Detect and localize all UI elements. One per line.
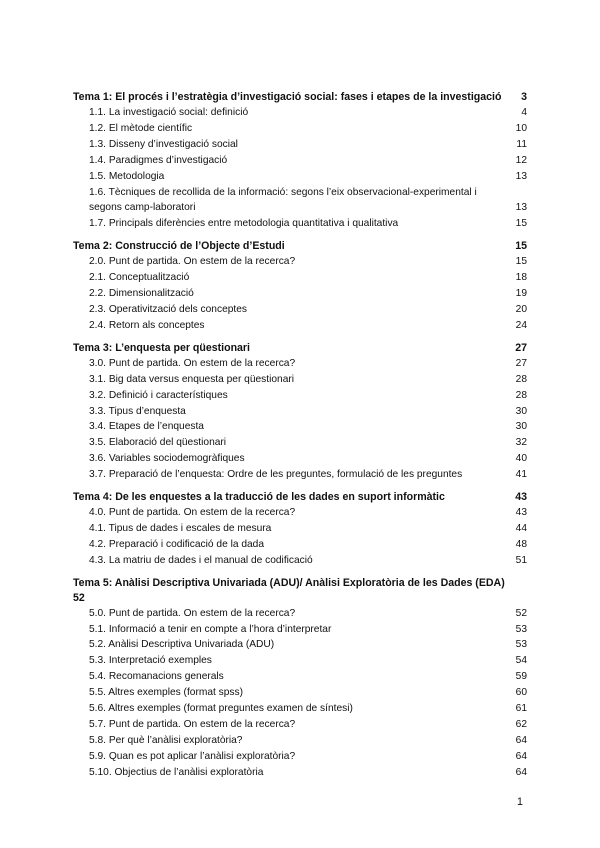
toc-entry-page: 64 — [515, 734, 527, 746]
toc-section-title: Tema 5: Anàlisi Descriptiva Univariada (ADU)/ Anàlisi Exploratòria de les Dades (EDA) — [73, 576, 505, 589]
toc-entry[interactable] — [73, 749, 527, 765]
toc-entry[interactable] — [73, 669, 527, 685]
toc-section-page: 43 — [515, 491, 527, 504]
toc-entry-page: 53 — [515, 623, 527, 635]
toc-entry[interactable] — [73, 505, 527, 521]
toc-entry-page: 10 — [515, 122, 527, 134]
toc-entry-page: 54 — [515, 655, 527, 667]
toc-section-title: Tema 1: El procés i l’estratègia d’investigació social: fases i etapes de la investigació — [73, 91, 502, 103]
toc-entry[interactable] — [73, 419, 527, 435]
toc-entry-page: 15 — [515, 256, 527, 268]
toc-entry-title: 1.2. El mètode científic — [89, 122, 193, 134]
toc-entry[interactable] — [73, 356, 527, 372]
toc-entry-title: 1.4. Paradigmes d’investigació — [89, 154, 228, 166]
toc-entry[interactable] — [73, 254, 527, 270]
toc-entry-page: 15 — [515, 218, 527, 230]
toc-section-heading[interactable] — [73, 576, 527, 591]
toc-entry-page: 60 — [515, 687, 527, 699]
toc-entry-title: 1.5. Metodologia — [89, 170, 165, 182]
toc-entry-title: 1.6. Tècniques de recollida de la informació: segons l’eix observacional-experimental i segons camp-laboratori — [89, 186, 477, 214]
toc-entry-page: 61 — [515, 703, 527, 715]
toc-entry-page: 53 — [515, 639, 527, 651]
toc-entry-page: 11 — [516, 138, 527, 150]
toc-entry-title: 5.6. Altres exemples (format preguntes examen de síntesi) — [89, 703, 353, 715]
toc-entry[interactable] — [73, 521, 527, 537]
toc-entry-page: 44 — [515, 522, 527, 534]
toc-entry[interactable] — [73, 169, 527, 185]
toc-entry-title: 1.3. Disseny d’investigació social — [89, 138, 238, 150]
toc-entry-title: 4.3. La matriu de dades i el manual de codificació — [89, 554, 313, 566]
toc-entry[interactable] — [73, 286, 527, 302]
toc-entry[interactable] — [73, 153, 527, 169]
toc-entry-title: 5.0. Punt de partida. On estem de la recerca? — [89, 607, 296, 619]
toc-entry-page: 13 — [515, 202, 527, 214]
toc-entry[interactable] — [73, 733, 527, 749]
toc-entry-page: 27 — [515, 357, 527, 369]
toc-entry-title: 2.1. Conceptualització — [89, 272, 190, 284]
toc-entry-title: 5.5. Altres exemples (format spss) — [89, 687, 243, 699]
toc-section-title: Tema 3: L’enquesta per qüestionari — [73, 341, 250, 354]
toc-entry-page: 32 — [515, 437, 527, 449]
toc-entry-title: 5.8. Per què l’anàlisi exploratòria? — [89, 734, 243, 746]
toc-entry[interactable] — [73, 435, 527, 451]
toc-entry[interactable] — [73, 185, 527, 217]
toc-entry[interactable] — [73, 388, 527, 404]
toc-entry[interactable] — [73, 717, 527, 733]
toc-entry-title: 3.3. Tipus d’enquesta — [89, 405, 186, 417]
toc-section-heading[interactable] — [73, 490, 527, 505]
toc-entry[interactable] — [73, 105, 527, 121]
toc-entry[interactable] — [73, 270, 527, 286]
toc-entry[interactable] — [73, 606, 527, 622]
toc-entry-title: 3.4. Etapes de l’enquesta — [89, 421, 204, 433]
toc-entry[interactable] — [73, 637, 527, 653]
toc-entry-page: 12 — [515, 154, 527, 166]
toc-entry-title: 2.4. Retorn als conceptes — [89, 319, 205, 331]
toc-entry-title: 3.5. Elaboració del qüestionari — [89, 437, 227, 449]
toc-entry-page: 24 — [515, 319, 527, 331]
table-of-contents — [73, 90, 527, 781]
toc-entry-title: 4.0. Punt de partida. On estem de la recerca? — [89, 507, 296, 519]
toc-entry[interactable] — [73, 653, 527, 669]
toc-entry-title: 3.2. Definició i característiques — [89, 389, 228, 401]
toc-entry-title: 2.2. Dimensionalització — [89, 288, 194, 300]
toc-entry-page: 43 — [515, 507, 527, 519]
toc-entry-page: 64 — [515, 766, 527, 778]
toc-section-page: 27 — [515, 341, 527, 354]
toc-entry-title: 5.2. Anàlisi Descriptiva Univariada (ADU) — [89, 639, 275, 651]
toc-entry-page: 41 — [515, 469, 527, 481]
page-number: 1 — [517, 796, 523, 808]
toc-entry-page: 51 — [515, 554, 527, 566]
toc-entry-page: 59 — [515, 671, 527, 683]
toc-entry[interactable] — [73, 302, 527, 318]
toc-entry-title: 5.4. Recomanacions generals — [89, 671, 224, 683]
toc-entry[interactable] — [73, 318, 527, 334]
toc-section-heading[interactable] — [73, 239, 527, 254]
toc-entry-title: 4.1. Tipus de dades i escales de mesura — [89, 522, 272, 534]
toc-section-title: Tema 4: De les enquestes a la traducció de les dades en suport informàtic — [73, 491, 445, 504]
toc-entry-title: 5.1. Informació a tenir en compte a l’hora d’interpretar — [89, 623, 332, 635]
toc-entry[interactable] — [73, 404, 527, 420]
toc-entry-title: 1.1. La investigació social: definició — [89, 107, 249, 118]
toc-entry[interactable] — [73, 121, 527, 137]
toc-entry-title: 5.7. Punt de partida. On estem de la recerca? — [89, 719, 296, 730]
toc-entry-title: 5.9. Quan es pot aplicar l’anàlisi exploratòria? — [89, 750, 296, 762]
toc-section-page: 52 — [73, 591, 85, 604]
toc-entry-page: 30 — [515, 405, 527, 417]
toc-entry-title: 2.0. Punt de partida. On estem de la recerca? — [89, 256, 296, 268]
toc-entry-title: 5.10. Objectius de l’anàlisi exploratòria — [89, 766, 264, 778]
toc-entry[interactable] — [73, 216, 527, 232]
toc-section-title: Tema 2: Construcció de l’Objecte d’Estudi — [73, 240, 285, 253]
toc-entry-page: 4 — [521, 107, 527, 118]
toc-entry[interactable] — [73, 701, 527, 717]
toc-entry[interactable] — [73, 765, 527, 781]
toc-entry-page: 52 — [515, 607, 527, 619]
toc-entry-title: 5.3. Interpretació exemples — [89, 655, 212, 667]
toc-entry-title: 4.2. Preparació i codificació de la dada — [89, 538, 264, 550]
toc-entry-title: 3.0. Punt de partida. On estem de la recerca? — [89, 357, 296, 369]
toc-entry-title: 3.6. Variables sociodemogràfiques — [89, 453, 245, 465]
toc-entry[interactable] — [73, 553, 527, 569]
toc-section-heading[interactable] — [73, 341, 527, 356]
toc-entry-page: 40 — [515, 453, 527, 465]
toc-entry-page: 64 — [515, 750, 527, 762]
toc-section-page: 15 — [515, 240, 527, 253]
toc-entry-page: 30 — [515, 421, 527, 433]
toc-entry-page: 62 — [515, 719, 527, 730]
toc-entry-page: 48 — [515, 538, 527, 550]
toc-section-page: 3 — [521, 91, 527, 103]
toc-entry[interactable] — [73, 685, 527, 701]
toc-entry[interactable] — [73, 537, 527, 553]
toc-entry[interactable] — [73, 467, 527, 483]
toc-entry[interactable] — [73, 622, 527, 638]
toc-entry-page: 28 — [515, 389, 527, 401]
toc-entry-title: 3.7. Preparació de l’enquesta: Ordre de les preguntes, formulació de les preguntes — [89, 469, 463, 481]
toc-entry-title: 1.7. Principals diferències entre metodologia quantitativa i qualitativa — [89, 218, 399, 230]
toc-entry-page: 19 — [515, 288, 527, 300]
toc-entry[interactable] — [73, 451, 527, 467]
toc-entry-title: 3.1. Big data versus enquesta per qüestionari — [89, 373, 295, 385]
toc-entry[interactable] — [73, 137, 527, 153]
toc-section-heading[interactable] — [73, 90, 527, 105]
toc-entry-page: 13 — [515, 170, 527, 182]
toc-entry-page: 18 — [515, 272, 527, 284]
toc-entry[interactable] — [73, 372, 527, 388]
toc-entry-page: 20 — [515, 303, 527, 315]
toc-entry-title: 2.3. Operativització dels conceptes — [89, 303, 247, 315]
toc-entry-page: 28 — [515, 373, 527, 385]
